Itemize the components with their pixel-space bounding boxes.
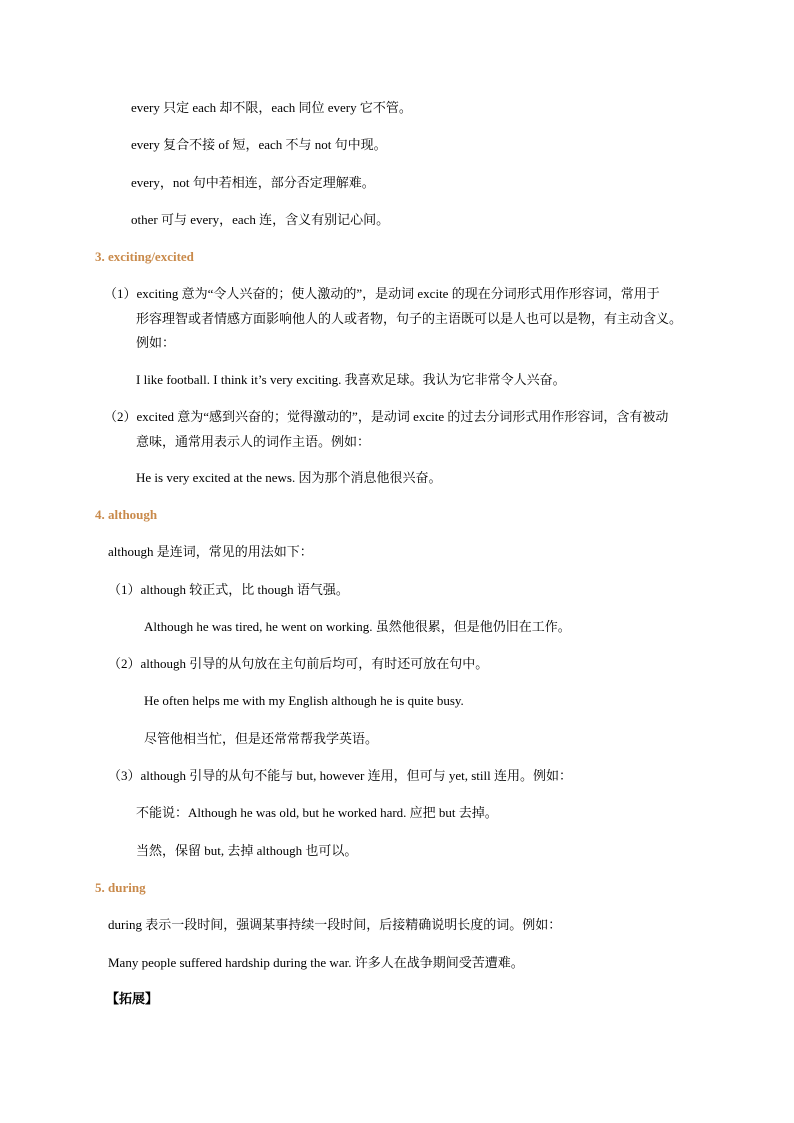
extension-label: 【拓展】 bbox=[106, 991, 159, 1006]
rhyme-line-1: every 只定 each 却不限，each 同位 every 它不管。 bbox=[131, 100, 412, 115]
section-heading-although: 4. although bbox=[95, 507, 158, 522]
although-intro: although 是连词，常见的用法如下： bbox=[108, 544, 313, 559]
although-example-3-chinese: 当然，保留 but, 去掉 although 也可以。 bbox=[136, 843, 358, 858]
although-example-3-english: 不能说：Although he was old, but he worked hard. 应把 but 去掉。 bbox=[136, 805, 498, 820]
section-heading-exciting: 3. exciting/excited bbox=[95, 249, 194, 264]
rhyme-line-3: every，not 句中若相连，部分否定理解难。 bbox=[131, 175, 375, 190]
section-heading-during: 5. during bbox=[95, 880, 146, 895]
exciting-example: I like football. I think it’s very exciting. 我喜欢足球。我认为它非常令人兴奋。 bbox=[136, 372, 566, 387]
exciting-paragraph-line-1: （1）exciting 意为“令人兴奋的；使人激动的”，是动词 excite 的现在分词形式用作形容词，常用于 bbox=[104, 286, 660, 301]
although-example-1: Although he was tired, he went on working. 虽然他很累，但是他仍旧在工作。 bbox=[144, 619, 571, 634]
although-point-2: （2）although 引导的从句放在主句前后均可，有时还可放在句中。 bbox=[108, 656, 489, 671]
excited-paragraph-line-1: （2）excited 意为“感到兴奋的；觉得激动的”，是动词 excite 的过去分词形式用作形容词，含有被动 bbox=[104, 409, 669, 424]
during-intro: during 表示一段时间，强调某事持续一段时间，后接精确说明长度的词。例如： bbox=[108, 917, 562, 932]
although-example-2-chinese: 尽管他相当忙，但是还常常帮我学英语。 bbox=[144, 731, 379, 746]
although-example-2-english: He often helps me with my English although he is quite busy. bbox=[144, 693, 464, 708]
rhyme-line-4: other 可与 every，each 连，含义有别记心间。 bbox=[131, 212, 390, 227]
although-point-1: （1）although 较正式，比 though 语气强。 bbox=[108, 582, 349, 597]
during-example: Many people suffered hardship during the war. 许多人在战争期间受苦遭难。 bbox=[108, 955, 524, 970]
excited-example: He is very excited at the news. 因为那个消息他很兴奋。 bbox=[136, 470, 442, 485]
excited-paragraph-line-2: 意味，通常用表示人的词作主语。例如： bbox=[136, 434, 371, 449]
although-point-3: （3）although 引导的从句不能与 but, however 连用，但可与 yet, still 连用。例如： bbox=[108, 768, 573, 783]
exciting-paragraph-line-2: 形容理智或者情感方面影响他人的人或者物，句子的主语既可以是人也可以是物，有主动含义。 bbox=[136, 311, 683, 326]
exciting-paragraph-line-3: 例如： bbox=[136, 335, 176, 350]
rhyme-line-2: every 复合不接 of 短，each 不与 not 句中现。 bbox=[131, 137, 387, 152]
